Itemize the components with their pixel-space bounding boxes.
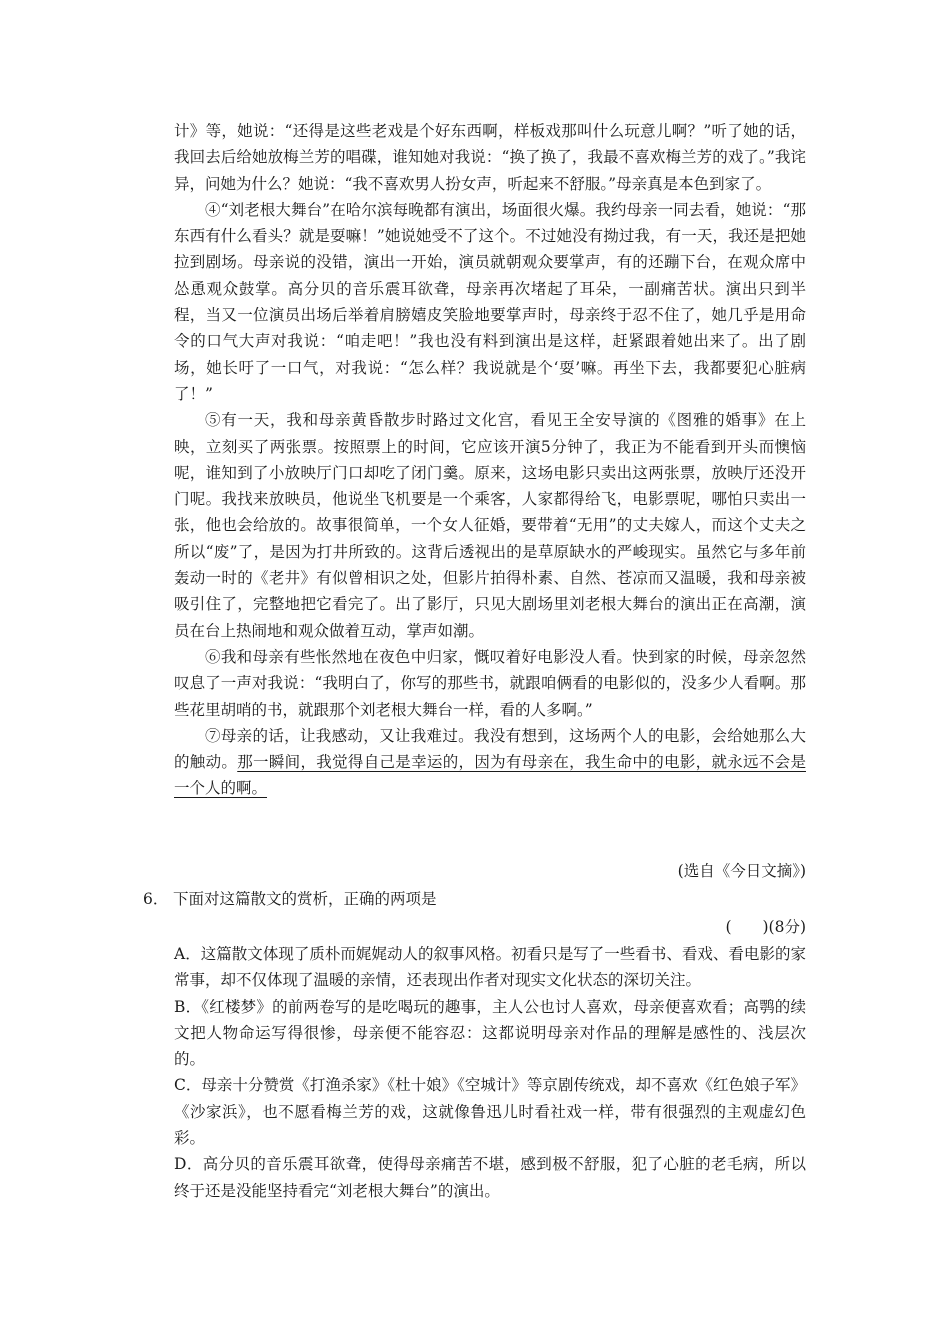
option-c: C．母亲十分赞赏《打渔杀家》《杜十娘》《空城计》等京剧传统戏，却不喜欢《红色娘子军》《沙家浜》，也不愿看梅兰芳的戏，这就像鲁迅儿时看社戏一样，带有很强烈的主观虚幻色彩。 — [174, 1076, 806, 1148]
answer-options — [174, 941, 806, 1204]
article-paragraph-7 — [174, 723, 806, 802]
article-source: (选自《今日文摘》) — [677, 862, 806, 880]
option-d: D．高分贝的音乐震耳欲聋，使得母亲痛苦不堪，感到极不舒服，犯了心脏的老毛病，所以终于还是没能坚持看完“刘老根大舞台”的演出。 — [174, 1155, 806, 1200]
underlined-sentence: 那一瞬间，我觉得自己是幸运的，因为有母亲在，我生命中的电影，就永远不会是一个人的啊。 — [174, 753, 806, 798]
article-paragraph-4: ④“刘老根大舞台”在哈尔滨每晚都有演出，场面很火爆。我约母亲一同去看，她说：“那东西有什么看头？就是耍嘛！”她说她受不了这个。不过她没有拗过我，有一天，我还是把她拉到剧场。母亲说的没错，演出一开始，演员就朝观众要掌声，有的还蹦下台，在观众席中怂恿观众鼓掌。高分贝的音乐震耳欲聋，母亲再次堵起了耳朵，一副痛苦状。演出只到半程，当又一位演员出场后举着肩膀嬉皮笑脸地要掌声时，母亲终于忍不住了，她几乎是用命令的口气大声对我说：“咱走吧！”我也没有料到演出是这样，赶紧跟着她出来了。出了剧场，她长吁了一口气，对我说：“怎么样？我说就是个‘耍’嘛。再坐下去，我都要犯心脏病了！” — [174, 200, 806, 403]
option-a: A．这篇散文体现了质朴而娓娓动人的叙事风格。初看只是写了一些看书、看戏、看电影的家常事，却不仅体现了温暖的亲情，还表现出作者对现实文化状态的深切关注。 — [174, 945, 806, 990]
answer-blank-points: ( )(8分) — [725, 918, 806, 936]
article-paragraph-3-end: 计》等，她说：“还得是这些老戏是个好东西啊，样板戏那叫什么玩意儿啊？”听了她的话，我回去后给她放梅兰芳的唱碟，谁知她对我说：“换了换了，我最不喜欢梅兰芳的戏了。”我诧异，问她为什么？她说：“我不喜欢男人扮女声，听起来不舒服。”母亲真是本色到家了。 — [174, 122, 806, 193]
article-paragraph-6: ⑥我和母亲有些怅然地在夜色中归家，慨叹着好电影没人看。快到家的时候，母亲忽然叹息了一声对我说：“我明白了，你写的那些书，就跟咱俩看的电影似的，没多少人看啊。那些花里胡哨的书，就跟那个刘老根大舞台一样，看的人多啊。” — [174, 647, 806, 719]
question-text: 下面对这篇散文的赏析，正确的两项是 — [173, 890, 437, 908]
question-stem — [143, 886, 806, 912]
option-b: B．《红楼梦》的前两卷写的是吃喝玩的趣事，主人公也讨人喜欢，母亲便喜欢看；高鹗的续文把人物命运写得很惨，母亲便不能容忍：这都说明母亲对作品的理解是感性的、浅层次的。 — [174, 997, 806, 1069]
article-paragraph-5: ⑤有一天，我和母亲黄昏散步时路过文化宫，看见王全安导演的《图雅的婚事》在上映，立刻买了两张票。按照票上的时间，它应该开演5分钟了，我正为不能看到开头而懊恼呢，谁知到了小放映厅门口却吃了闭门羹。原来，这场电影只卖出这两张票，放映厅还没开门呢。我找来放映员，他说坐飞机要是一个乘客，人家都得给飞，电影票呢，哪怕只卖出一张，他也会给放的。故事很简单，一个女人征婚，要带着“无用”的丈夫嫁人，而这个丈夫之所以“废”了，是因为打井所致的。这背后透视出的是草原缺水的严峻现实。虽然它与多年前轰动一时的《老井》有似曾相识之处，但影片拍得朴素、自然、苍凉而又温暖，我和母亲被吸引住了，完整地把它看完了。出了影厅，只见大剧场里刘老根大舞台的演出正在高潮，演员在台上热闹地和观众做着互动，掌声如潮。 — [174, 411, 806, 640]
question-number: 6． — [143, 890, 169, 908]
paragraph-7-text: ⑦母亲的话，让我感动，又让我难过。我没有想到，这场两个人的电影，会给她那么大的触动。 — [174, 726, 806, 772]
article-body — [174, 118, 806, 802]
